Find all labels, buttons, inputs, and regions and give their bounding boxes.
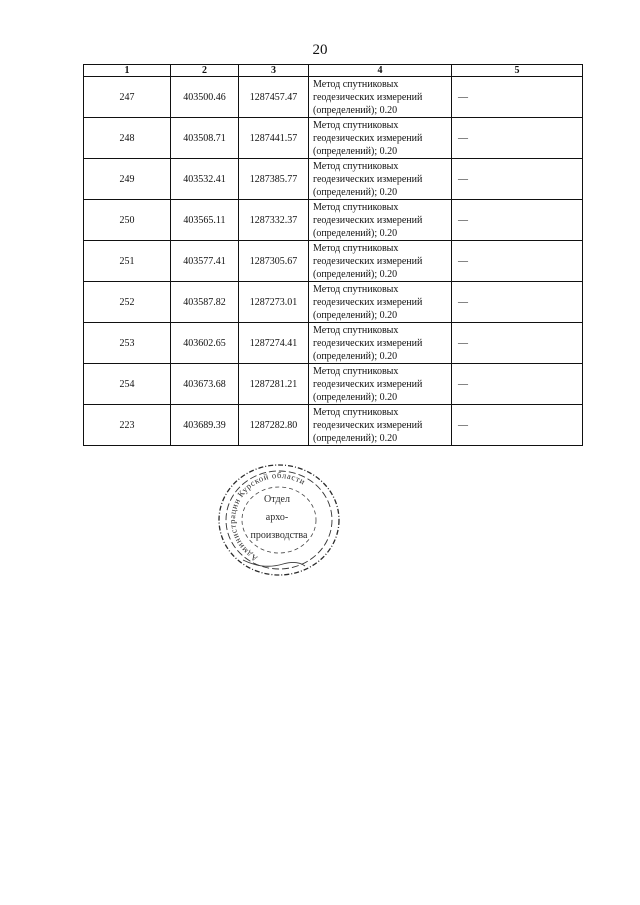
table-row (84, 323, 583, 364)
x-coordinate-cell: 403602.65 (171, 323, 239, 364)
method-line: (определений); 0.20 (313, 391, 398, 403)
method-line: Метод спутниковых (313, 283, 399, 295)
x-coordinate-cell: 403532.41 (171, 159, 239, 200)
method-cell (309, 159, 452, 200)
y-coordinate-cell: 1287281.21 (239, 364, 309, 405)
x-coordinate-cell: 403587.82 (171, 282, 239, 323)
method-line: (определений); 0.20 (313, 186, 398, 198)
method-cell (309, 241, 452, 282)
method-cell (309, 200, 452, 241)
point-number-cell: 223 (84, 405, 171, 446)
y-coordinate-cell: 1287441.57 (239, 118, 309, 159)
x-coordinate-cell: 403577.41 (171, 241, 239, 282)
table-row (84, 405, 583, 446)
method-line: (определений); 0.20 (313, 268, 398, 280)
table-body (84, 77, 583, 446)
method-line: Метод спутниковых (313, 365, 399, 377)
note-cell: — (452, 200, 583, 241)
method-line: Метод спутниковых (313, 242, 399, 254)
method-line: геодезических измерений (313, 132, 423, 144)
official-stamp (215, 460, 343, 578)
point-number-cell: 251 (84, 241, 171, 282)
x-coordinate-cell: 403508.71 (171, 118, 239, 159)
method-line: Метод спутниковых (313, 119, 399, 131)
method-cell (309, 364, 452, 405)
method-line: геодезических измерений (313, 296, 423, 308)
method-line: (определений); 0.20 (313, 309, 398, 321)
x-coordinate-cell: 403500.46 (171, 77, 239, 118)
note-cell: — (452, 282, 583, 323)
column-header-3: 3 (239, 65, 309, 77)
x-coordinate-cell: 403689.39 (171, 405, 239, 446)
table-header-row (84, 65, 583, 77)
y-coordinate-cell: 1287457.47 (239, 77, 309, 118)
column-header-1: 1 (84, 65, 171, 77)
table-row (84, 118, 583, 159)
method-line: (определений); 0.20 (313, 104, 398, 116)
coordinates-table (83, 64, 583, 446)
y-coordinate-cell: 1287273.01 (239, 282, 309, 323)
method-line: Метод спутниковых (313, 78, 399, 90)
method-cell (309, 323, 452, 364)
note-cell: — (452, 118, 583, 159)
method-cell (309, 118, 452, 159)
x-coordinate-cell: 403565.11 (171, 200, 239, 241)
note-cell: — (452, 241, 583, 282)
point-number-cell: 252 (84, 282, 171, 323)
y-coordinate-cell: 1287332.37 (239, 200, 309, 241)
stamp-line-2: архо- (265, 512, 289, 523)
point-number-cell: 248 (84, 118, 171, 159)
stamp-line-1: Отдел (264, 494, 290, 505)
method-line: геодезических измерений (313, 337, 423, 349)
point-number-cell: 253 (84, 323, 171, 364)
table-row (84, 241, 583, 282)
stamp-line-3: производства (250, 530, 308, 541)
method-line: геодезических измерений (313, 378, 423, 390)
table-row (84, 159, 583, 200)
method-line: (определений); 0.20 (313, 227, 398, 239)
method-line: Метод спутниковых (313, 201, 399, 213)
point-number-cell: 254 (84, 364, 171, 405)
x-coordinate-cell: 403673.68 (171, 364, 239, 405)
table-row (84, 200, 583, 241)
method-line: геодезических измерений (313, 214, 423, 226)
y-coordinate-cell: 1287305.67 (239, 241, 309, 282)
method-line: геодезических измерений (313, 419, 423, 431)
method-line: Метод спутниковых (313, 324, 399, 336)
method-cell (309, 282, 452, 323)
page-number: 20 (312, 42, 328, 58)
method-line: геодезических измерений (313, 173, 423, 185)
note-cell: — (452, 364, 583, 405)
y-coordinate-cell: 1287274.41 (239, 323, 309, 364)
point-number-cell: 247 (84, 77, 171, 118)
note-cell: — (452, 323, 583, 364)
method-line: геодезических измерений (313, 91, 423, 103)
column-header-4: 4 (309, 65, 452, 77)
table-row (84, 77, 583, 118)
y-coordinate-cell: 1287282.80 (239, 405, 309, 446)
table-row (84, 364, 583, 405)
column-header-5: 5 (452, 65, 583, 77)
point-number-cell: 250 (84, 200, 171, 241)
method-line: (определений); 0.20 (313, 350, 398, 362)
method-cell (309, 77, 452, 118)
method-line: Метод спутниковых (313, 160, 399, 172)
point-number-cell: 249 (84, 159, 171, 200)
method-line: (определений); 0.20 (313, 432, 398, 444)
method-line: (определений); 0.20 (313, 145, 398, 157)
method-line: геодезических измерений (313, 255, 423, 267)
note-cell: — (452, 159, 583, 200)
note-cell: — (452, 405, 583, 446)
method-cell (309, 405, 452, 446)
column-header-2: 2 (171, 65, 239, 77)
method-line: Метод спутниковых (313, 406, 399, 418)
y-coordinate-cell: 1287385.77 (239, 159, 309, 200)
stamp-ring-text: Администрации Курской области (226, 469, 308, 564)
note-cell: — (452, 77, 583, 118)
table-row (84, 282, 583, 323)
